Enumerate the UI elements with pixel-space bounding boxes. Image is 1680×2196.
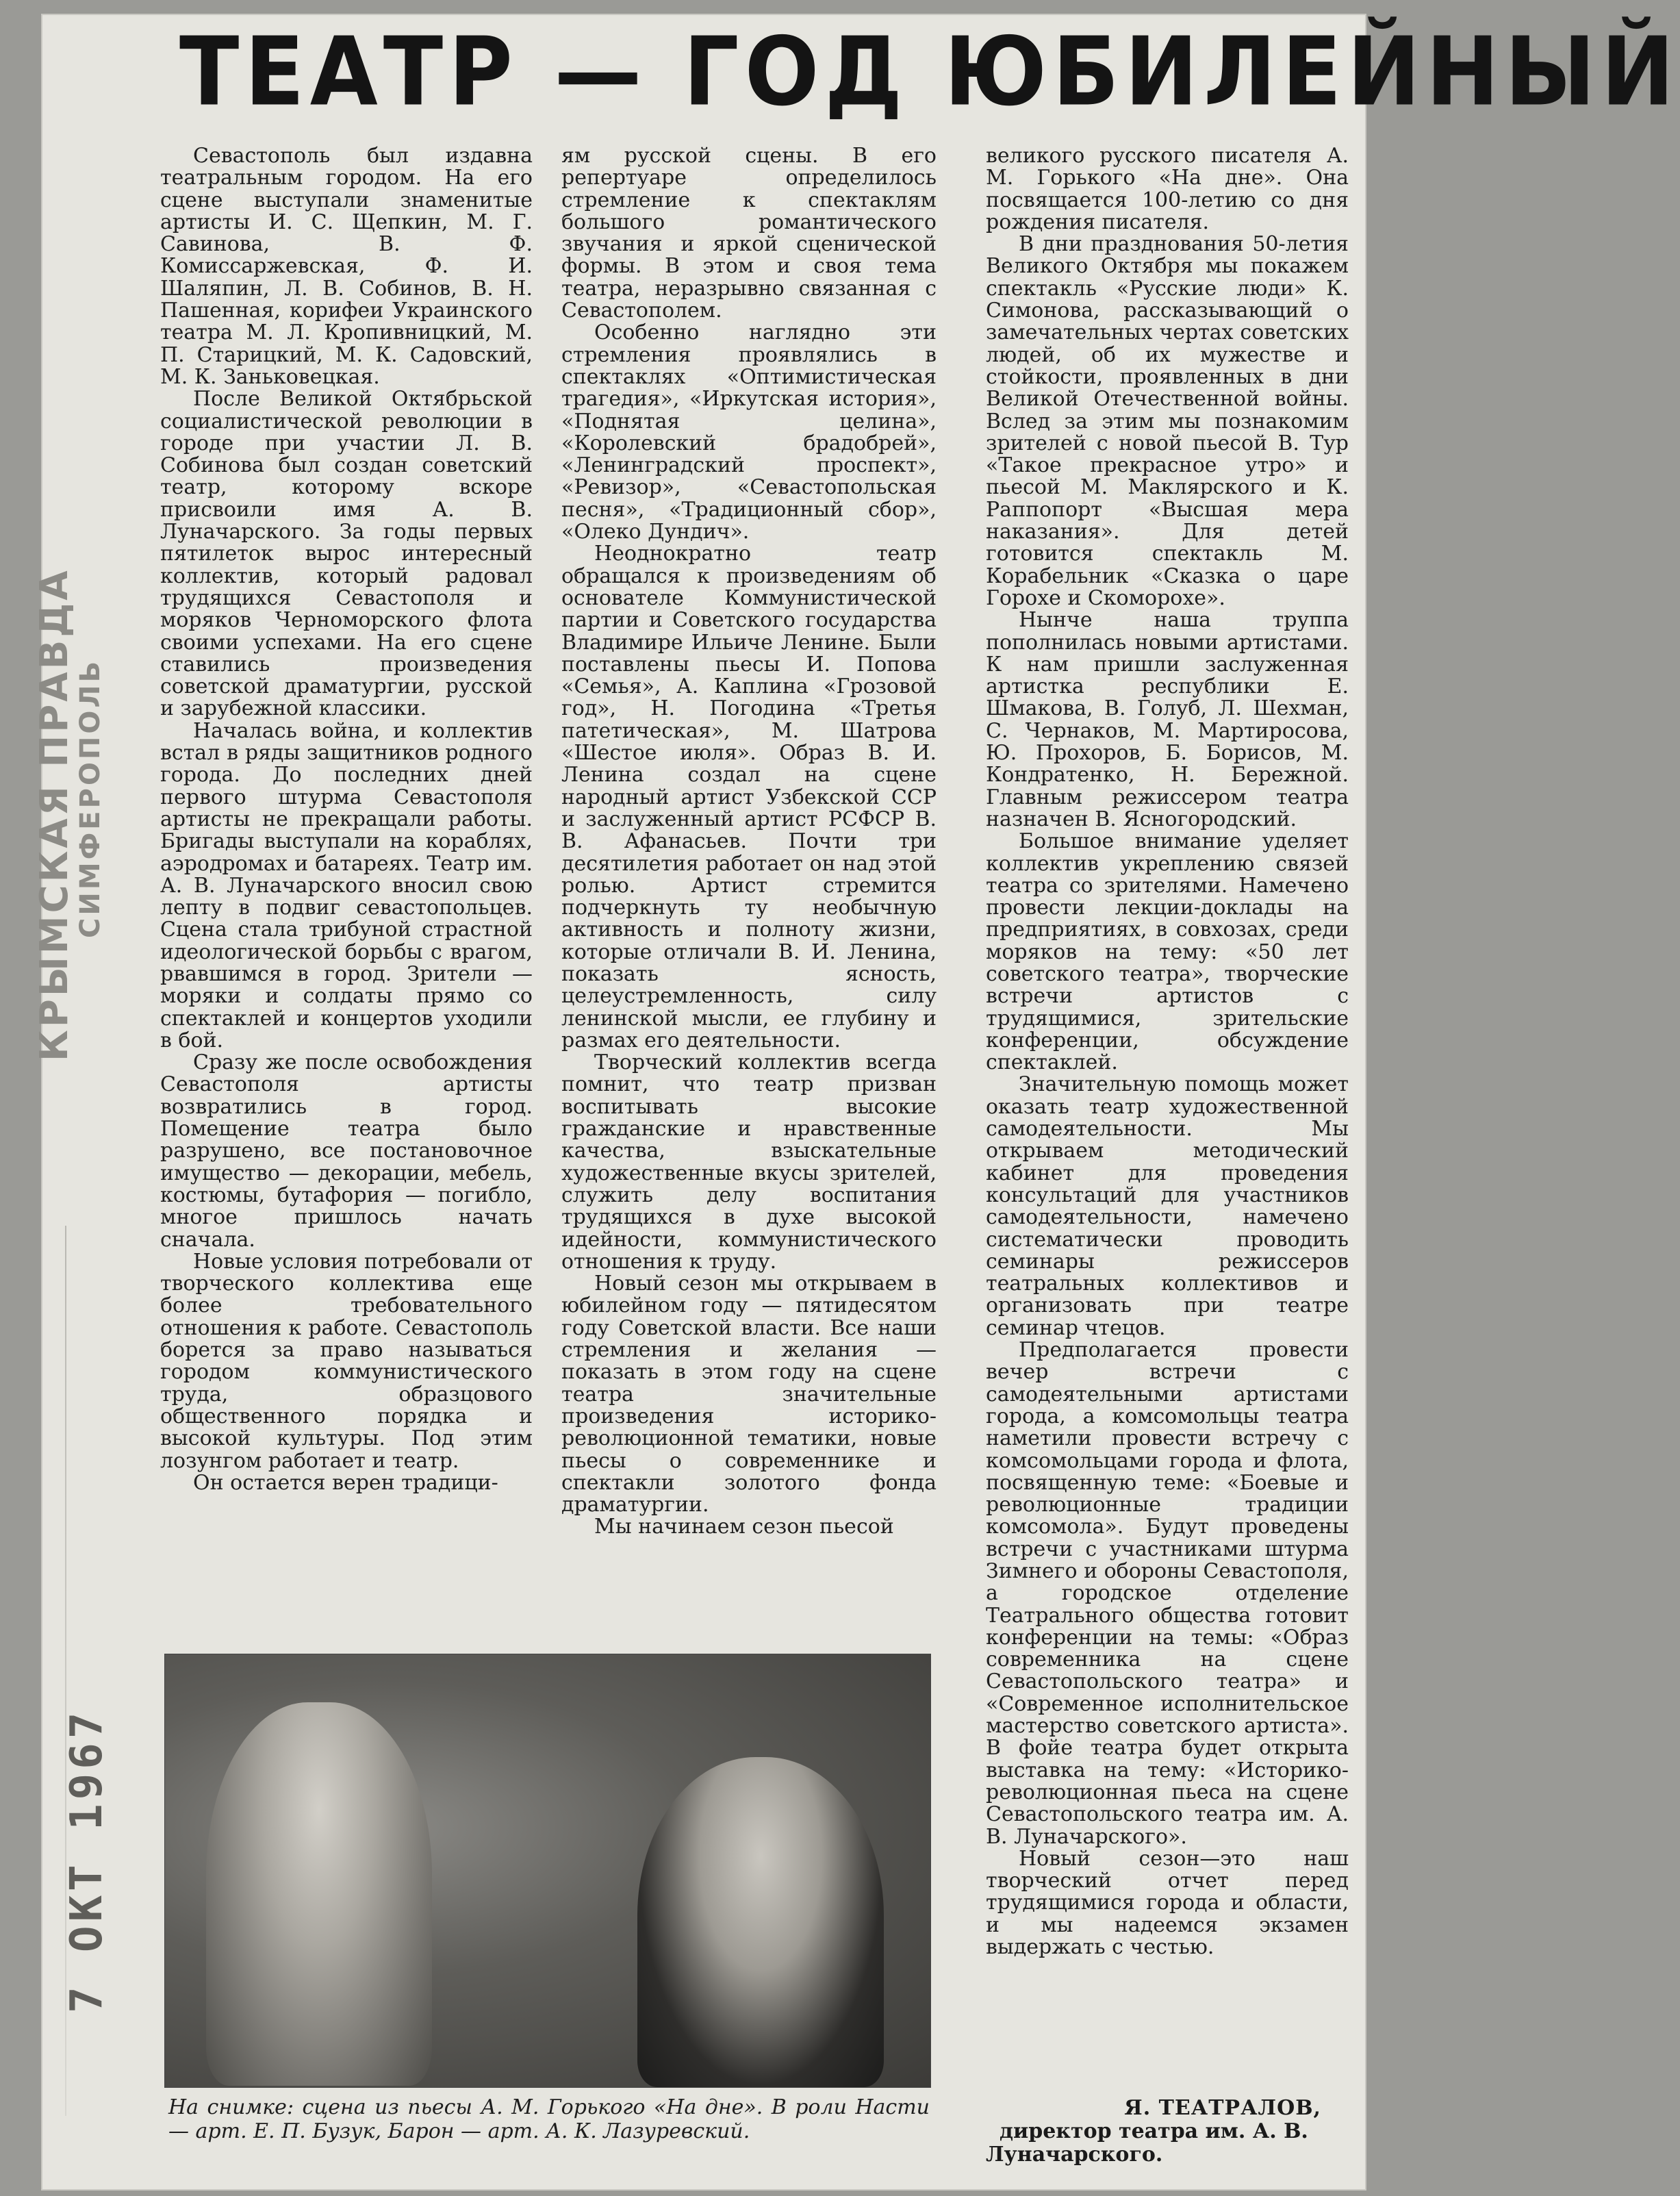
article-column-2 [561,145,937,1617]
paragraph: Новый сезон мы открываем в юбилейном году — пятидесятом году Советской власти. Все наши стремления и желания — показать в этом году на сцене театра значительные произведения историко-революционной тематики, новые пьесы о современнике и спектакли золотого фонда драматургии. [561,1272,937,1517]
paragraph: Неоднократно театр обращался к произведениям об основателе Коммунистической партии и Советского государства Владимире Ильиче Ленине. Были поставлены пьесы И. Попова «Семья», А. Каплина «Грозовой год», Н. Погодина «Третья патетическая», М. Шатрова «Шестое июля». Образ В. И. Ленина создал на сцене народный артист Узбекской ССР и заслуженный артист РСФСР В. В. Афанасьев. Почти три десятилетия работает он над этой ролью. Артист стремится подчеркнуть ту необычную активность и полноту жизни, которые отличали В. И. Ленина, показать ясность, целеустремленность, силу ленинской мысли, ее глубину и размах его деятельности. [561,542,937,1052]
stamp-newspaper-name: КРЫМСКАЯ ПРАВДА [32,568,77,1061]
author-position: директор театра им. А. В. Луначарского. [986,2119,1308,2167]
paragraph: Новые условия потребовали от творческого коллектива еще более требовательного отношения к работе. Севастополь борется за право называться городом коммунистического труда, образцового общественного порядка и высокой культуры. Под этим лозунгом работает и театр. [160,1249,533,1473]
photo-caption: На снимке: сцена из пьесы А. М. Горького «На дне». В роли Насти — арт. Е. П. Бузук, Барон — арт. А. К. Лазуревский. [168,2095,930,2143]
article-column-3 [986,145,1349,2172]
paragraph: Новый сезон—это наш творческий отчет перед трудящимися города и области, и мы надеемся экзамен выдержать с честью. [986,1846,1349,1960]
paragraph: В дни празднования 50-летия Великого Октября мы покажем спектакль «Русские люди» К. Симонова, рассказывающий о замечательных чертах советских людей, об их мужестве и стойкости, проявленных в дни Великой Отечественной войны. Вслед за этим мы познакомим зрителей с новой пьесой В. Тур «Такое прекрасное утро» и пьесой М. Маклярского и К. Раппопорт «Высшая мера наказания». Для детей готовится спектакль М. Корабельник «Сказка о царе Горохе и Скоморохе». [986,232,1349,610]
date-stamp: 7 ОКТ 1967 [62,1708,112,2013]
paragraph: Особенно наглядно эти стремления проявлялись в спектаклях «Оптимистическая трагедия», «Иркутская история», «Поднятая целина», «Королевский брадобрей», «Ленинградский проспект», «Ревизор», «Севастопольская песня», «Традиционный сбор», «Олеко Дундич». [561,320,937,544]
paragraph: Большое внимание уделяет коллектив укреплению связей театра со зрителями. Намечено провести лекции-доклады на предприятиях, в совхозах, среди моряков на тему: «50 лет советского театра», творческие встречи артистов с трудящимися, зрительские конференции, обсуждение спектаклей. [986,829,1349,1075]
paragraph: Сразу же после освобождения Севастополя артисты возвратились в город. Помещение театра было разрушено, все постановочное имущество — декорации, мебель, костюмы, бутафория — погибло, многое пришлось начать сначала. [160,1050,533,1252]
paragraph: Севастополь был издавна театральным городом. На его сцене выступали знаменитые артисты И. С. Щепкин, М. Г. Савинова, В. Ф. Комиссаржевская, Ф. И. Шаляпин, Л. В. Собинов, В. Н. Пашенная, корифеи Украинского театра М. Л. Кропивницкий, М. П. Старицкий, М. К. Садовский, М. К. Заньковецкая. [160,144,533,389]
author-signature [986,2097,1321,2167]
paragraph: Предполагается провести вечер встречи с самодеятельными артистами города, а комсомольцы театра наметили провести встречу с комсомольцами города и флота, посвященную теме: «Боевые и революционные традиции комсомола». Будут проведены встречи с участниками штурма Зимнего и обороны Севастополя, а городское отделение Театрального общества готовит конференции на темы: «Образ современника на сцене Севастопольского театра» и «Современное исполнительское мастерство советского артиста». В фойе театра будет открыта выставка на тему: «Историко-революционная пьеса на сцене Севастопольского театра им. А. В. Луначарского». [986,1338,1349,1849]
paragraph: После Великой Октябрьской социалистической революции в городе при участии Л. В. Собинова был создан советский театр, которому вскоре присвоили имя А. В. Луначарского. За годы первых пятилеток вырос интересный коллектив, который радовал трудящихся Севастополя и моряков Черноморского флота своими успехами. На его сцене ставились произведения советской драматургии, русской и зарубежной классики. [160,387,533,721]
paragraph: Началась война, и коллектив встал в ряды защитников родного города. До последних дней первого штурма Севастополя артисты не прекращали работы. Бригады выступали на кораблях, аэродромах и батареях. Театр им. А. В. Луначарского вносил свою лепту в подвиг севастопольцев. Сцена стала трибуной страстной идеологической борьбы с врагом, рвавшимся в город. Зрители — моряки и солдаты прямо со спектаклей и концертов уходили в бой. [160,718,533,1052]
article-column-1 [160,145,533,1617]
paragraph: Творческий коллектив всегда помнит, что театр призван воспитывать высокие гражданские и нравственные качества, взыскательные художественные вкусы зрителей, служить делу воспитания трудящихся в духе высокой идейности, коммунистического отношения к труду. [561,1050,937,1274]
paragraph: Мы начинаем сезон пьесой [594,1515,894,1539]
author-name: Я. ТЕАТРАЛОВ, [1124,2096,1321,2120]
newspaper-stamp [34,377,157,1061]
paragraph-continuation: ям русской сцены. В его репертуаре определилось стремление к спектаклям большого романтического звучания и яркой сценической формы. В этом и своя тема театра, неразрывно связанная с Севастополем. [561,144,937,323]
stamp-city: СИМФЕРОПОЛЬ [75,658,106,938]
paragraph-continuation: великого русского писателя А. М. Горького «На дне». Она посвящается 100-летию со дня рождения писателя. [986,144,1349,234]
paragraph: Значительную помощь может оказать театр художественной самодеятельности. Мы открываем методический кабинет для проведения консультаций для участников самодеятельности, намечено систематически проводить семинары режиссеров театральных коллективов и организовать при театре семинар чтецов. [986,1072,1349,1340]
actor-figure [637,1757,884,2087]
scene-photo [164,1654,931,2088]
actress-figure [206,1702,432,2086]
paragraph: Нынче наша труппа пополнилась новыми артистами. К нам пришли заслуженная артистка республики Е. Шмакова, В. Голуб, Л. Шехман, С. Чернаков, М. Мартиросова, Ю. Прохоров, Б. Борисов, М. Кондратенко, Н. Бережной. Главным режиссером театра назначен В. Ясногородский. [986,608,1349,831]
article-headline: ТЕАТР — ГОД ЮБИЛЕЙНЫЙ [179,16,1680,127]
paragraph: Он остается верен традици- [193,1470,498,1495]
